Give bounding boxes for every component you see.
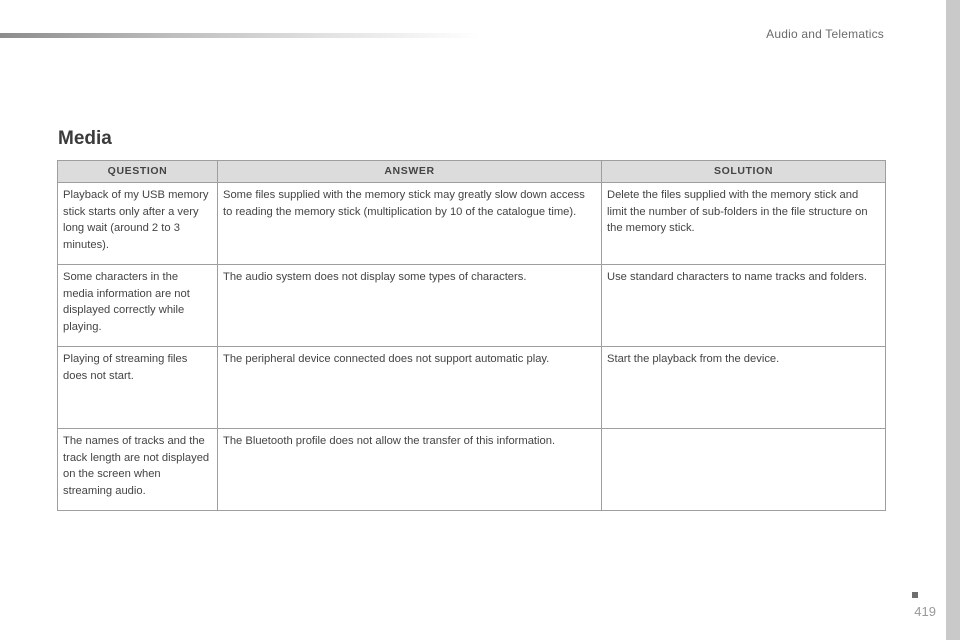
page-marker-square <box>912 592 918 598</box>
table-row <box>58 347 886 429</box>
header-gradient-bar <box>0 33 480 38</box>
page-title: Media <box>58 128 112 149</box>
section-name: Audio and Telematics <box>766 27 884 41</box>
answer-cell: The peripheral device connected does not support automatic play. <box>218 347 602 429</box>
solution-cell: Delete the files supplied with the memory stick and limit the number of sub-folders in the file structure on the memory stick. <box>602 183 886 265</box>
page-edge-strip <box>946 0 960 640</box>
column-header-solution: SOLUTION <box>602 161 886 183</box>
question-cell: Playback of my USB memory stick starts only after a very long wait (around 2 to 3 minutes). <box>58 183 218 265</box>
question-cell: Playing of streaming files does not start. <box>58 347 218 429</box>
table-header-row <box>58 161 886 183</box>
table-row <box>58 265 886 347</box>
question-cell: Some characters in the media information are not displayed correctly while playing. <box>58 265 218 347</box>
solution-cell <box>602 429 886 511</box>
solution-cell: Start the playback from the device. <box>602 347 886 429</box>
question-cell: The names of tracks and the track length are not displayed on the screen when streaming audio. <box>58 429 218 511</box>
answer-cell: The audio system does not display some types of characters. <box>218 265 602 347</box>
column-header-question: QUESTION <box>58 161 218 183</box>
page-number: 419 <box>914 604 936 619</box>
table-row <box>58 183 886 265</box>
solution-cell: Use standard characters to name tracks and folders. <box>602 265 886 347</box>
faq-table <box>57 160 886 511</box>
column-header-answer: ANSWER <box>218 161 602 183</box>
answer-cell: The Bluetooth profile does not allow the transfer of this information. <box>218 429 602 511</box>
table-row <box>58 429 886 511</box>
answer-cell: Some files supplied with the memory stick may greatly slow down access to reading the memory stick (multiplication by 10 of the catalogue time). <box>218 183 602 265</box>
